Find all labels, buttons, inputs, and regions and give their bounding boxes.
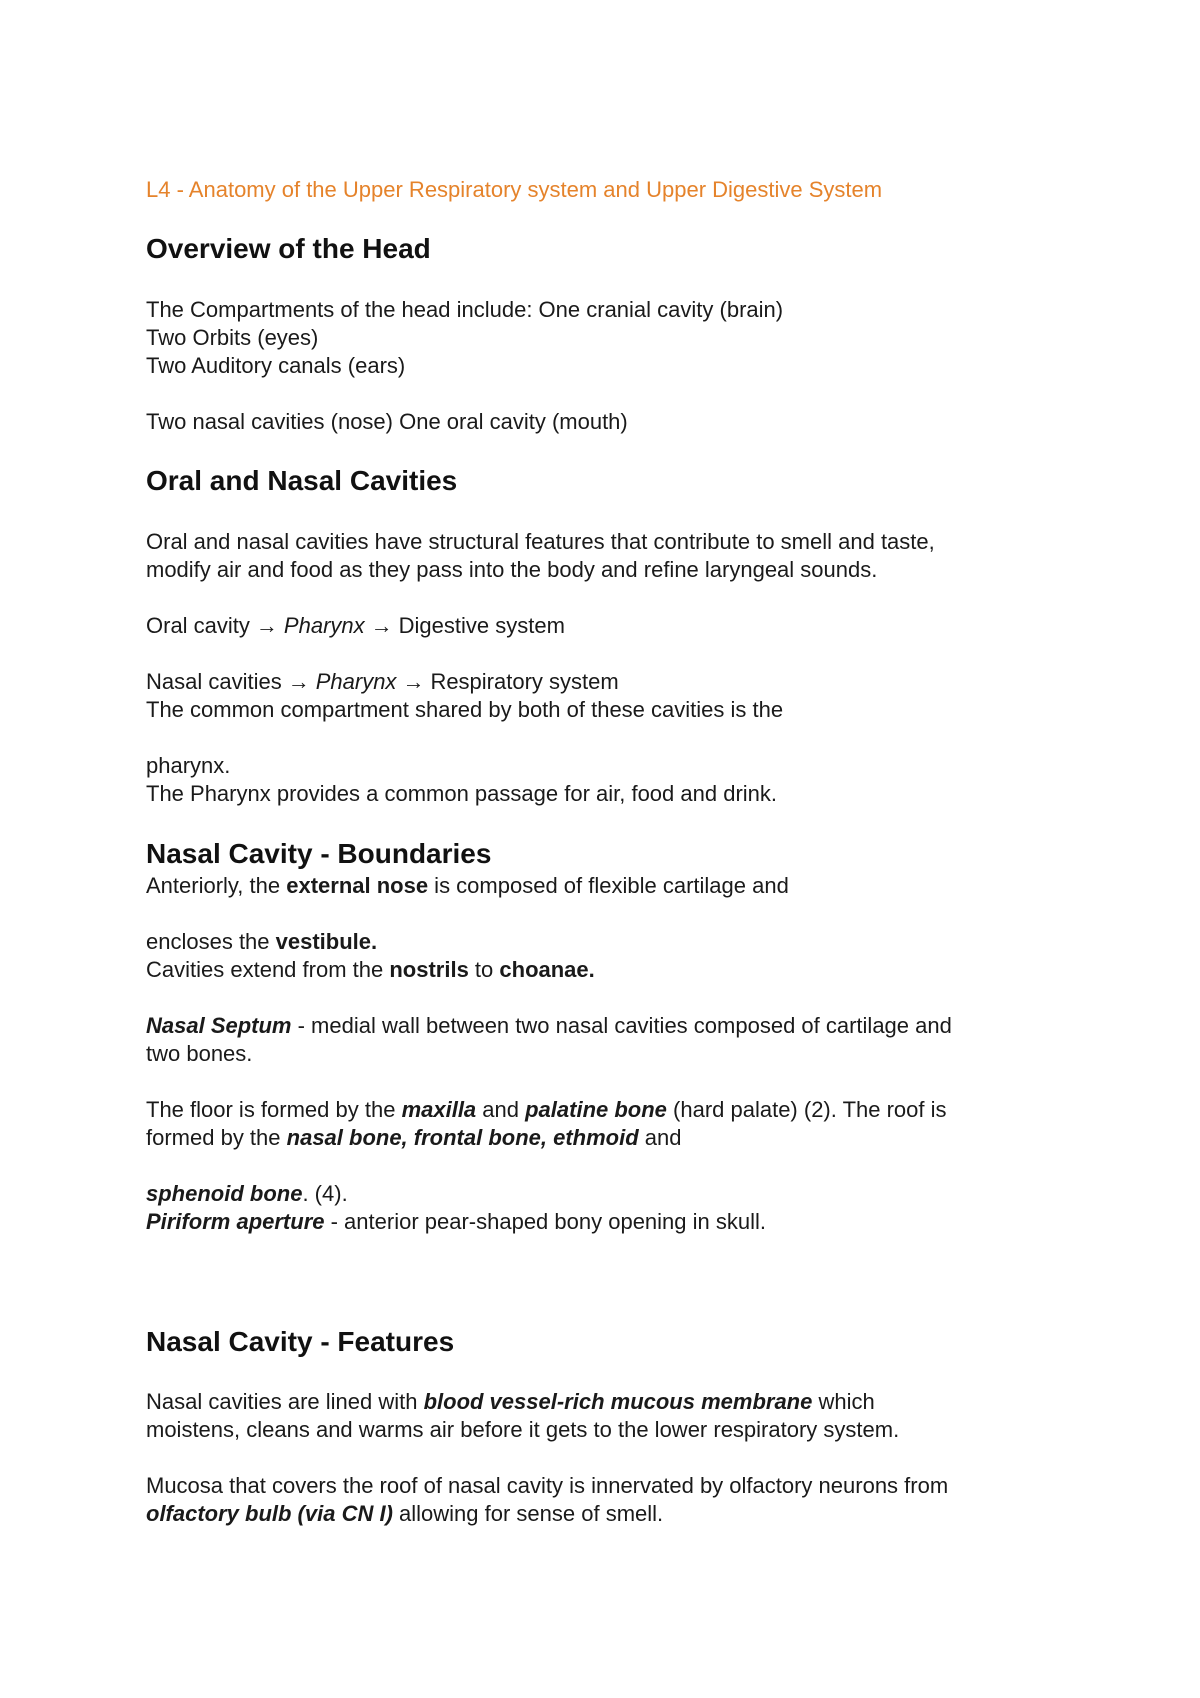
arrow-icon: → <box>255 613 278 638</box>
paragraph-line: Oral and nasal cavities have structural features that contribute to smell and taste, <box>146 529 935 554</box>
text-run: . (4). <box>302 1181 348 1206</box>
flow-end: Digestive system <box>398 613 565 638</box>
paragraph-line: modify air and food as they pass into the body and refine laryngeal sounds. <box>146 557 878 582</box>
paragraph-line <box>146 872 789 900</box>
paragraph-line <box>146 1096 947 1124</box>
paragraph-line <box>146 1180 348 1208</box>
paragraph-line: moistens, cleans and warms air before it gets to the lower respiratory system. <box>146 1417 900 1442</box>
text-run: - anterior pear-shaped bony opening in skull. <box>324 1209 766 1234</box>
heading-oral-nasal: Oral and Nasal Cavities <box>146 465 458 496</box>
paragraph-line <box>146 1012 952 1040</box>
paragraph-line: pharynx. <box>146 753 231 778</box>
heading-features: Nasal Cavity - Features <box>146 1326 455 1357</box>
paragraph-line <box>146 928 377 956</box>
text-run: - medial wall between two nasal cavities composed of cartilage and <box>291 1013 952 1038</box>
arrow-icon: → <box>370 613 393 638</box>
term-choanae: choanae. <box>499 957 595 982</box>
flow-start: Oral cavity <box>146 613 250 638</box>
term-palatine-bone: palatine bone <box>525 1097 667 1122</box>
text-run: formed by the <box>146 1125 287 1150</box>
text-run: is composed of flexible cartilage and <box>428 873 789 898</box>
paragraph-line: Two Auditory canals (ears) <box>146 353 406 378</box>
paragraph-line <box>146 1388 875 1416</box>
term-sphenoid-bone: sphenoid bone <box>146 1181 303 1206</box>
text-run: encloses the <box>146 929 276 954</box>
heading-overview-head: Overview of the Head <box>146 233 431 264</box>
flow-start: Nasal cavities <box>146 669 282 694</box>
paragraph-line <box>146 1500 663 1528</box>
heading-boundaries: Nasal Cavity - Boundaries <box>146 838 492 869</box>
paragraph-line: Mucosa that covers the roof of nasal cavity is innervated by olfactory neurons from <box>146 1473 949 1498</box>
paragraph-line <box>146 1124 682 1152</box>
paragraph-line: The common compartment shared by both of these cavities is the <box>146 697 784 722</box>
term-mucous-membrane: blood vessel-rich mucous membrane <box>423 1389 813 1414</box>
paragraph-line <box>146 1208 766 1236</box>
text-run: and <box>476 1097 526 1122</box>
arrow-icon: → <box>402 669 425 694</box>
flow-mid: Pharynx <box>283 613 365 638</box>
text-run: Anteriorly, the <box>146 873 287 898</box>
arrow-icon: → <box>287 669 310 694</box>
term-external-nose: external nose <box>286 873 429 898</box>
text-run: and <box>638 1125 682 1150</box>
text-run: which <box>812 1389 875 1414</box>
term-piriform-aperture: Piriform aperture <box>146 1209 325 1234</box>
flow-mid: Pharynx <box>315 669 397 694</box>
flow-end: Respiratory system <box>430 669 619 694</box>
paragraph-line: The Compartments of the head include: One cranial cavity (brain) <box>146 297 784 322</box>
flow-oral-digestive <box>146 612 565 640</box>
paragraph-line: Two nasal cavities (nose) One oral cavity (mouth) <box>146 409 628 434</box>
text-run: Nasal cavities are lined with <box>146 1389 424 1414</box>
paragraph-line <box>146 956 595 984</box>
text-run: to <box>468 957 500 982</box>
paragraph-line: Two Orbits (eyes) <box>146 325 319 350</box>
term-olfactory-bulb: olfactory bulb (via CN I) <box>146 1501 393 1526</box>
term-maxilla: maxilla <box>401 1097 477 1122</box>
text-run: Cavities extend from the <box>146 957 390 982</box>
term-nostrils: nostrils <box>389 957 469 982</box>
paragraph-line: two bones. <box>146 1041 253 1066</box>
text-run: (hard palate) (2). The roof is <box>666 1097 947 1122</box>
term-nasal-septum: Nasal Septum <box>146 1013 292 1038</box>
term-roof-bones: nasal bone, frontal bone, ethmoid <box>286 1125 639 1150</box>
term-vestibule: vestibule. <box>275 929 378 954</box>
flow-nasal-respiratory <box>146 668 619 696</box>
paragraph-line: The Pharynx provides a common passage for air, food and drink. <box>146 781 778 806</box>
text-run: The floor is formed by the <box>146 1097 402 1122</box>
text-run: allowing for sense of smell. <box>392 1501 664 1526</box>
document-title: L4 - Anatomy of the Upper Respiratory system and Upper Digestive System <box>146 177 883 202</box>
